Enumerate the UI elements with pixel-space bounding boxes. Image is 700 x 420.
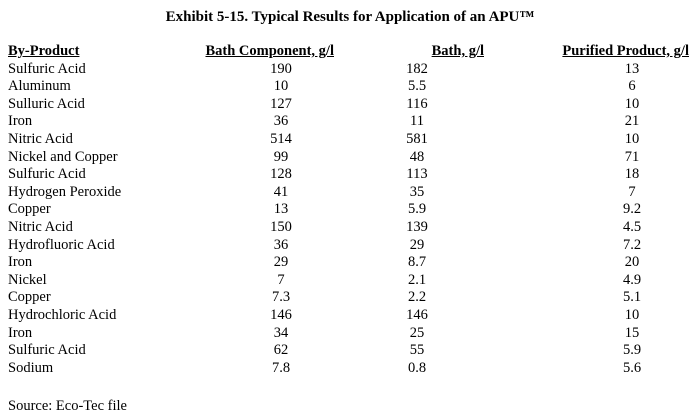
by-product-cell: Sulfuric Acid: [8, 166, 86, 183]
table-row: [8, 237, 689, 255]
bath-value: 25: [409, 324, 425, 341]
by-product-cell: Hydrogen Peroxide: [8, 183, 122, 200]
bath-component-cell: [183, 360, 334, 378]
column-header-purified-product: Purified Product, g/l: [562, 43, 689, 59]
purified-product-value: 7.2: [622, 236, 642, 253]
purified-product-cell: [484, 360, 689, 378]
bath-component-value: 36: [273, 236, 289, 253]
bath-value: 139: [406, 218, 428, 235]
by-product-cell: Sulfuric Acid: [8, 342, 86, 359]
bath-component-value: 99: [273, 148, 289, 165]
bath-cell: [334, 254, 484, 272]
purified-product-value: 18: [624, 166, 640, 183]
bath-value: 146: [406, 306, 428, 323]
by-product-cell: Hydrochloric Acid: [8, 306, 117, 323]
bath-value: 48: [409, 148, 425, 165]
bath-cell: [334, 166, 484, 184]
table-header-row: [8, 43, 689, 61]
by-product-cell: Hydrofluoric Acid: [8, 236, 115, 253]
bath-value: 55: [409, 342, 425, 359]
purified-product-value: 15: [624, 324, 640, 341]
bath-component-cell: [183, 61, 334, 79]
table-row: [8, 289, 689, 307]
column-header-bath: Bath, g/l: [431, 43, 484, 59]
by-product-cell: Nickel: [8, 271, 47, 288]
table-row: [8, 96, 689, 114]
bath-component-value: 7.8: [271, 359, 291, 376]
bath-cell: [334, 96, 484, 114]
column-header-by-product: By-Product: [8, 43, 80, 59]
purified-product-cell: [484, 307, 689, 325]
purified-product-cell: [484, 78, 689, 96]
bath-component-cell: [183, 96, 334, 114]
bath-component-cell: [183, 78, 334, 96]
purified-product-value: 7: [628, 183, 636, 200]
table-row: [8, 201, 689, 219]
bath-cell: [334, 61, 484, 79]
purified-product-value: 5.1: [622, 289, 642, 306]
bath-value: 581: [406, 130, 428, 147]
table-row: [8, 113, 689, 131]
purified-product-value: 9.2: [622, 201, 642, 218]
bath-component-value: 146: [270, 306, 292, 323]
purified-product-cell: [484, 113, 689, 131]
by-product-cell: Iron: [8, 324, 33, 341]
table-row: [8, 307, 689, 325]
bath-component-cell: [183, 184, 334, 202]
bath-component-value: 29: [273, 254, 289, 271]
bath-component-cell: [183, 272, 334, 290]
bath-cell: [334, 360, 484, 378]
bath-component-value: 62: [273, 342, 289, 359]
by-product-cell: Nitric Acid: [8, 218, 73, 235]
bath-component-cell: [183, 219, 334, 237]
bath-component-value: 514: [270, 130, 292, 147]
table-row: [8, 272, 689, 290]
table-row: [8, 149, 689, 167]
purified-product-cell: [484, 201, 689, 219]
purified-product-cell: [484, 96, 689, 114]
bath-value: 0.8: [407, 359, 427, 376]
by-product-cell: Nitric Acid: [8, 130, 73, 147]
by-product-cell: Copper: [8, 201, 51, 218]
bath-value: 5.5: [407, 78, 427, 95]
bath-component-value: 34: [273, 324, 289, 341]
bath-component-cell: [183, 237, 334, 255]
bath-cell: [334, 201, 484, 219]
by-product-cell: Sulluric Acid: [8, 95, 85, 112]
bath-component-value: 150: [270, 218, 292, 235]
table-row: [8, 342, 689, 360]
purified-product-value: 10: [624, 95, 640, 112]
bath-component-cell: [183, 307, 334, 325]
bath-value: 2.2: [407, 289, 427, 306]
bath-value: 113: [406, 166, 428, 183]
exhibit-title: Exhibit 5-15. Typical Results for Application of an APU™: [165, 9, 535, 25]
bath-component-value: 190: [270, 60, 292, 77]
by-product-cell: Aluminum: [8, 78, 71, 95]
bath-value: 2.1: [407, 271, 427, 288]
purified-product-cell: [484, 61, 689, 79]
bath-value: 182: [406, 60, 428, 77]
bath-component-value: 7: [277, 271, 285, 288]
bath-cell: [334, 131, 484, 149]
purified-product-cell: [484, 272, 689, 290]
bath-component-cell: [183, 131, 334, 149]
table-row: [8, 166, 689, 184]
purified-product-cell: [484, 254, 689, 272]
bath-component-value: 36: [273, 113, 289, 130]
by-product-cell: Copper: [8, 289, 51, 306]
bath-component-value: 41: [273, 183, 289, 200]
table-row: [8, 219, 689, 237]
bath-component-cell: [183, 166, 334, 184]
bath-cell: [334, 272, 484, 290]
purified-product-cell: [484, 289, 689, 307]
table-row: [8, 184, 689, 202]
bath-value: 35: [409, 183, 425, 200]
by-product-cell: Iron: [8, 254, 33, 271]
bath-cell: [334, 307, 484, 325]
bath-component-value: 10: [273, 78, 289, 95]
table-row: [8, 360, 689, 378]
by-product-cell: Nickel and Copper: [8, 148, 118, 165]
table-row: [8, 131, 689, 149]
purified-product-cell: [484, 131, 689, 149]
bath-cell: [334, 184, 484, 202]
purified-product-value: 10: [624, 130, 640, 147]
purified-product-value: 21: [624, 113, 640, 130]
bath-component-cell: [183, 289, 334, 307]
purified-product-cell: [484, 149, 689, 167]
bath-component-cell: [183, 342, 334, 360]
by-product-cell: Iron: [8, 113, 33, 130]
bath-component-cell: [183, 254, 334, 272]
bath-cell: [334, 149, 484, 167]
bath-component-cell: [183, 325, 334, 343]
table-body: [8, 61, 689, 378]
bath-cell: [334, 325, 484, 343]
bath-cell: [334, 219, 484, 237]
bath-cell: [334, 342, 484, 360]
table-row: [8, 61, 689, 79]
by-product-cell: Sodium: [8, 359, 54, 376]
table-row: [8, 78, 689, 96]
table-row: [8, 325, 689, 343]
bath-value: 8.7: [407, 254, 427, 271]
purified-product-value: 71: [624, 148, 640, 165]
purified-product-value: 20: [624, 254, 640, 271]
bath-component-value: 13: [273, 201, 289, 218]
purified-product-cell: [484, 166, 689, 184]
purified-product-value: 5.9: [622, 342, 642, 359]
results-table: [8, 43, 689, 377]
purified-product-cell: [484, 184, 689, 202]
bath-value: 116: [406, 95, 428, 112]
purified-product-value: 13: [624, 60, 640, 77]
column-header-bath-component: Bath Component, g/l: [205, 43, 334, 59]
purified-product-cell: [484, 342, 689, 360]
table-row: [8, 254, 689, 272]
bath-component-cell: [183, 149, 334, 167]
bath-cell: [334, 289, 484, 307]
bath-cell: [334, 78, 484, 96]
bath-cell: [334, 237, 484, 255]
purified-product-value: 5.6: [622, 359, 642, 376]
bath-value: 11: [410, 113, 424, 130]
purified-product-value: 6: [628, 78, 636, 95]
bath-component-cell: [183, 201, 334, 219]
bath-component-value: 7.3: [271, 289, 291, 306]
purified-product-cell: [484, 325, 689, 343]
bath-component-value: 127: [270, 95, 292, 112]
bath-component-cell: [183, 113, 334, 131]
bath-cell: [334, 113, 484, 131]
bath-component-value: 128: [270, 166, 292, 183]
purified-product-cell: [484, 237, 689, 255]
by-product-cell: Sulfuric Acid: [8, 60, 86, 77]
purified-product-cell: [484, 219, 689, 237]
purified-product-value: 4.5: [622, 218, 642, 235]
purified-product-value: 4.9: [622, 271, 642, 288]
source-note: Source: Eco-Tec file: [8, 398, 127, 414]
bath-value: 29: [409, 236, 425, 253]
purified-product-value: 10: [624, 306, 640, 323]
bath-value: 5.9: [407, 201, 427, 218]
